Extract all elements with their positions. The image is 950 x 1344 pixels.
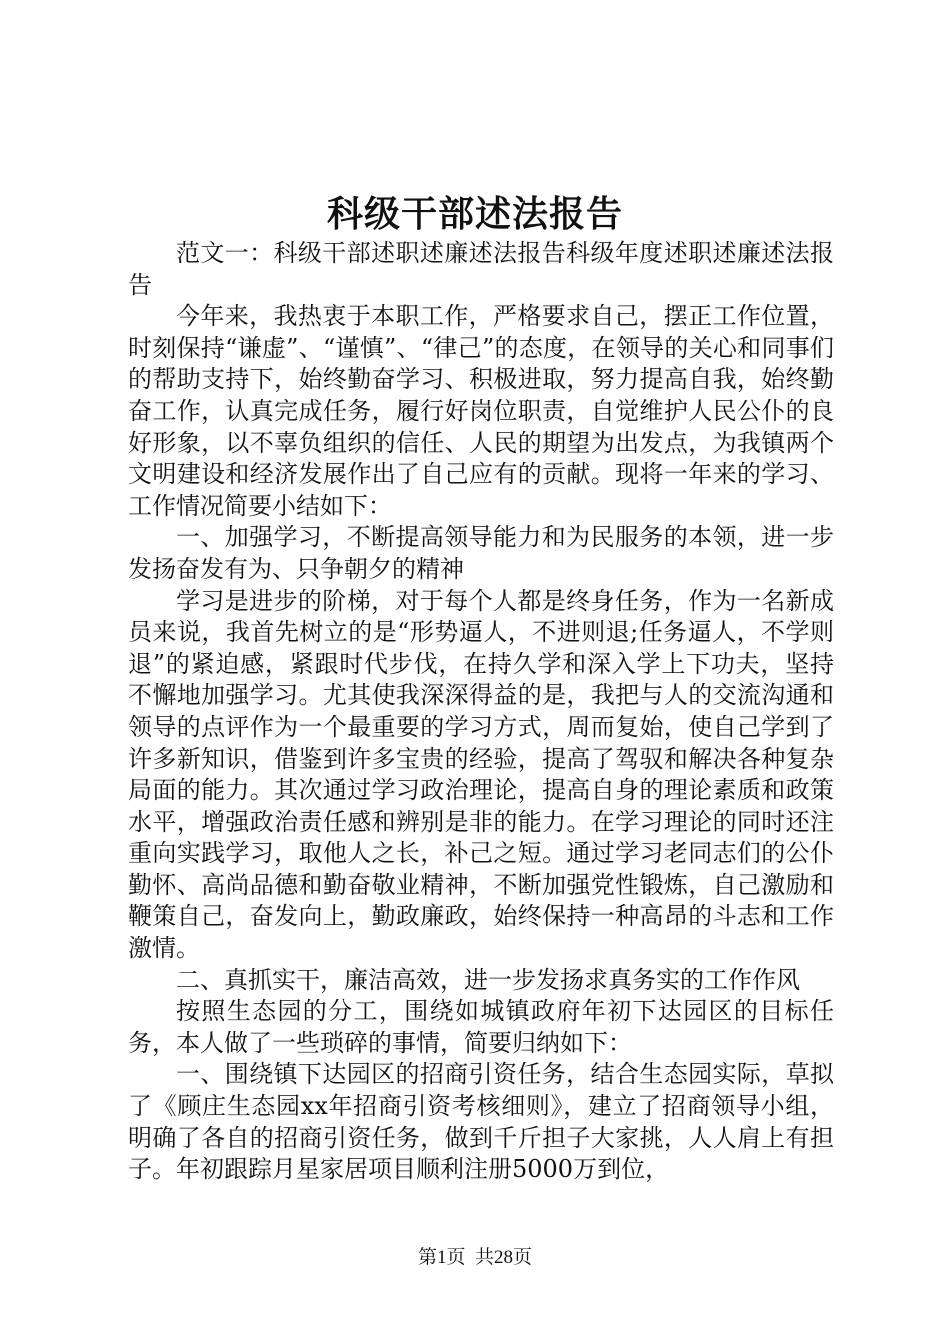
page-footer [0,1242,950,1269]
section-heading: 二、真抓实干，廉洁高效，进一步发扬求真务实的工作作风 [176,965,800,994]
page-number: 第1页 共28页 [417,1247,532,1268]
paragraph: 一、围绕镇下达园区的招商引资任务，结合生态园实际，草拟了《顾庄生态园xx年招商引资考核细则》，建立了招商领导小组，明确了各自的招商引资任务，做到千斤担子大家挑，人人肩上有担子。年初跟踪月星家居项目顺利注册5000万到位， [128,1060,834,1184]
paragraph: 按照生态园的分工，围绕如城镇政府年初下达园区的目标任务，本人做了一些琐碎的事情，简要归纳如下： [128,997,834,1057]
section-heading: 一、加强学习，不断提高领导能力和为民服务的本领，进一步发扬奋发有为、只争朝夕的精神 [128,523,834,583]
paragraph: 范文一：科级干部述职述廉述法报告科级年度述职述廉述法报告 [128,239,834,299]
document-body [128,238,834,1186]
paragraph: 今年来，我热衷于本职工作，严格要求自己，摆正工作位置，时刻保持“谦虚”、“谨慎”、“律己”的态度，在领导的关心和同事们的帮助支持下，始终勤奋学习、积极进取，努力提高自我，始终勤奋工作，认真完成任务，履行好岗位职责，自觉维护人民公仆的良好形象，以不辜负组织的信任、人民的期望为出发点，为我镇两个文明建设和经济发展作出了自己应有的贡献。现将一年来的学习、工作情况简要小结如下： [128,302,834,520]
document-title: 科级干部述法报告 [326,193,623,235]
paragraph: 学习是进步的阶梯，对于每个人都是终身任务，作为一名新成员来说，我首先树立的是“形势逼人，不进则退;任务逼人，不学则退”的紧迫感，紧跟时代步伐，在持久学和深入学上下功夫，坚持不懈地加强学习。尤其使我深深得益的是，我把与人的交流沟通和领导的点评作为一个最重要的学习方式，周而复始，使自己学到了许多新知识，借鉴到许多宝贵的经验，提高了驾驭和解决各种复杂局面的能力。其次通过学习政治理论，提高自身的理论素质和政策水平，增强政治责任感和辨别是非的能力。在学习理论的同时还注重向实践学习，取他人之长，补己之短。通过学习老同志们的公仆勤怀、高尚品德和勤奋敬业精神，不断加强党性锻炼，自己激励和鞭策自己，奋发向上，勤政廉政，始终保持一种高昂的斗志和工作激情。 [128,586,834,963]
